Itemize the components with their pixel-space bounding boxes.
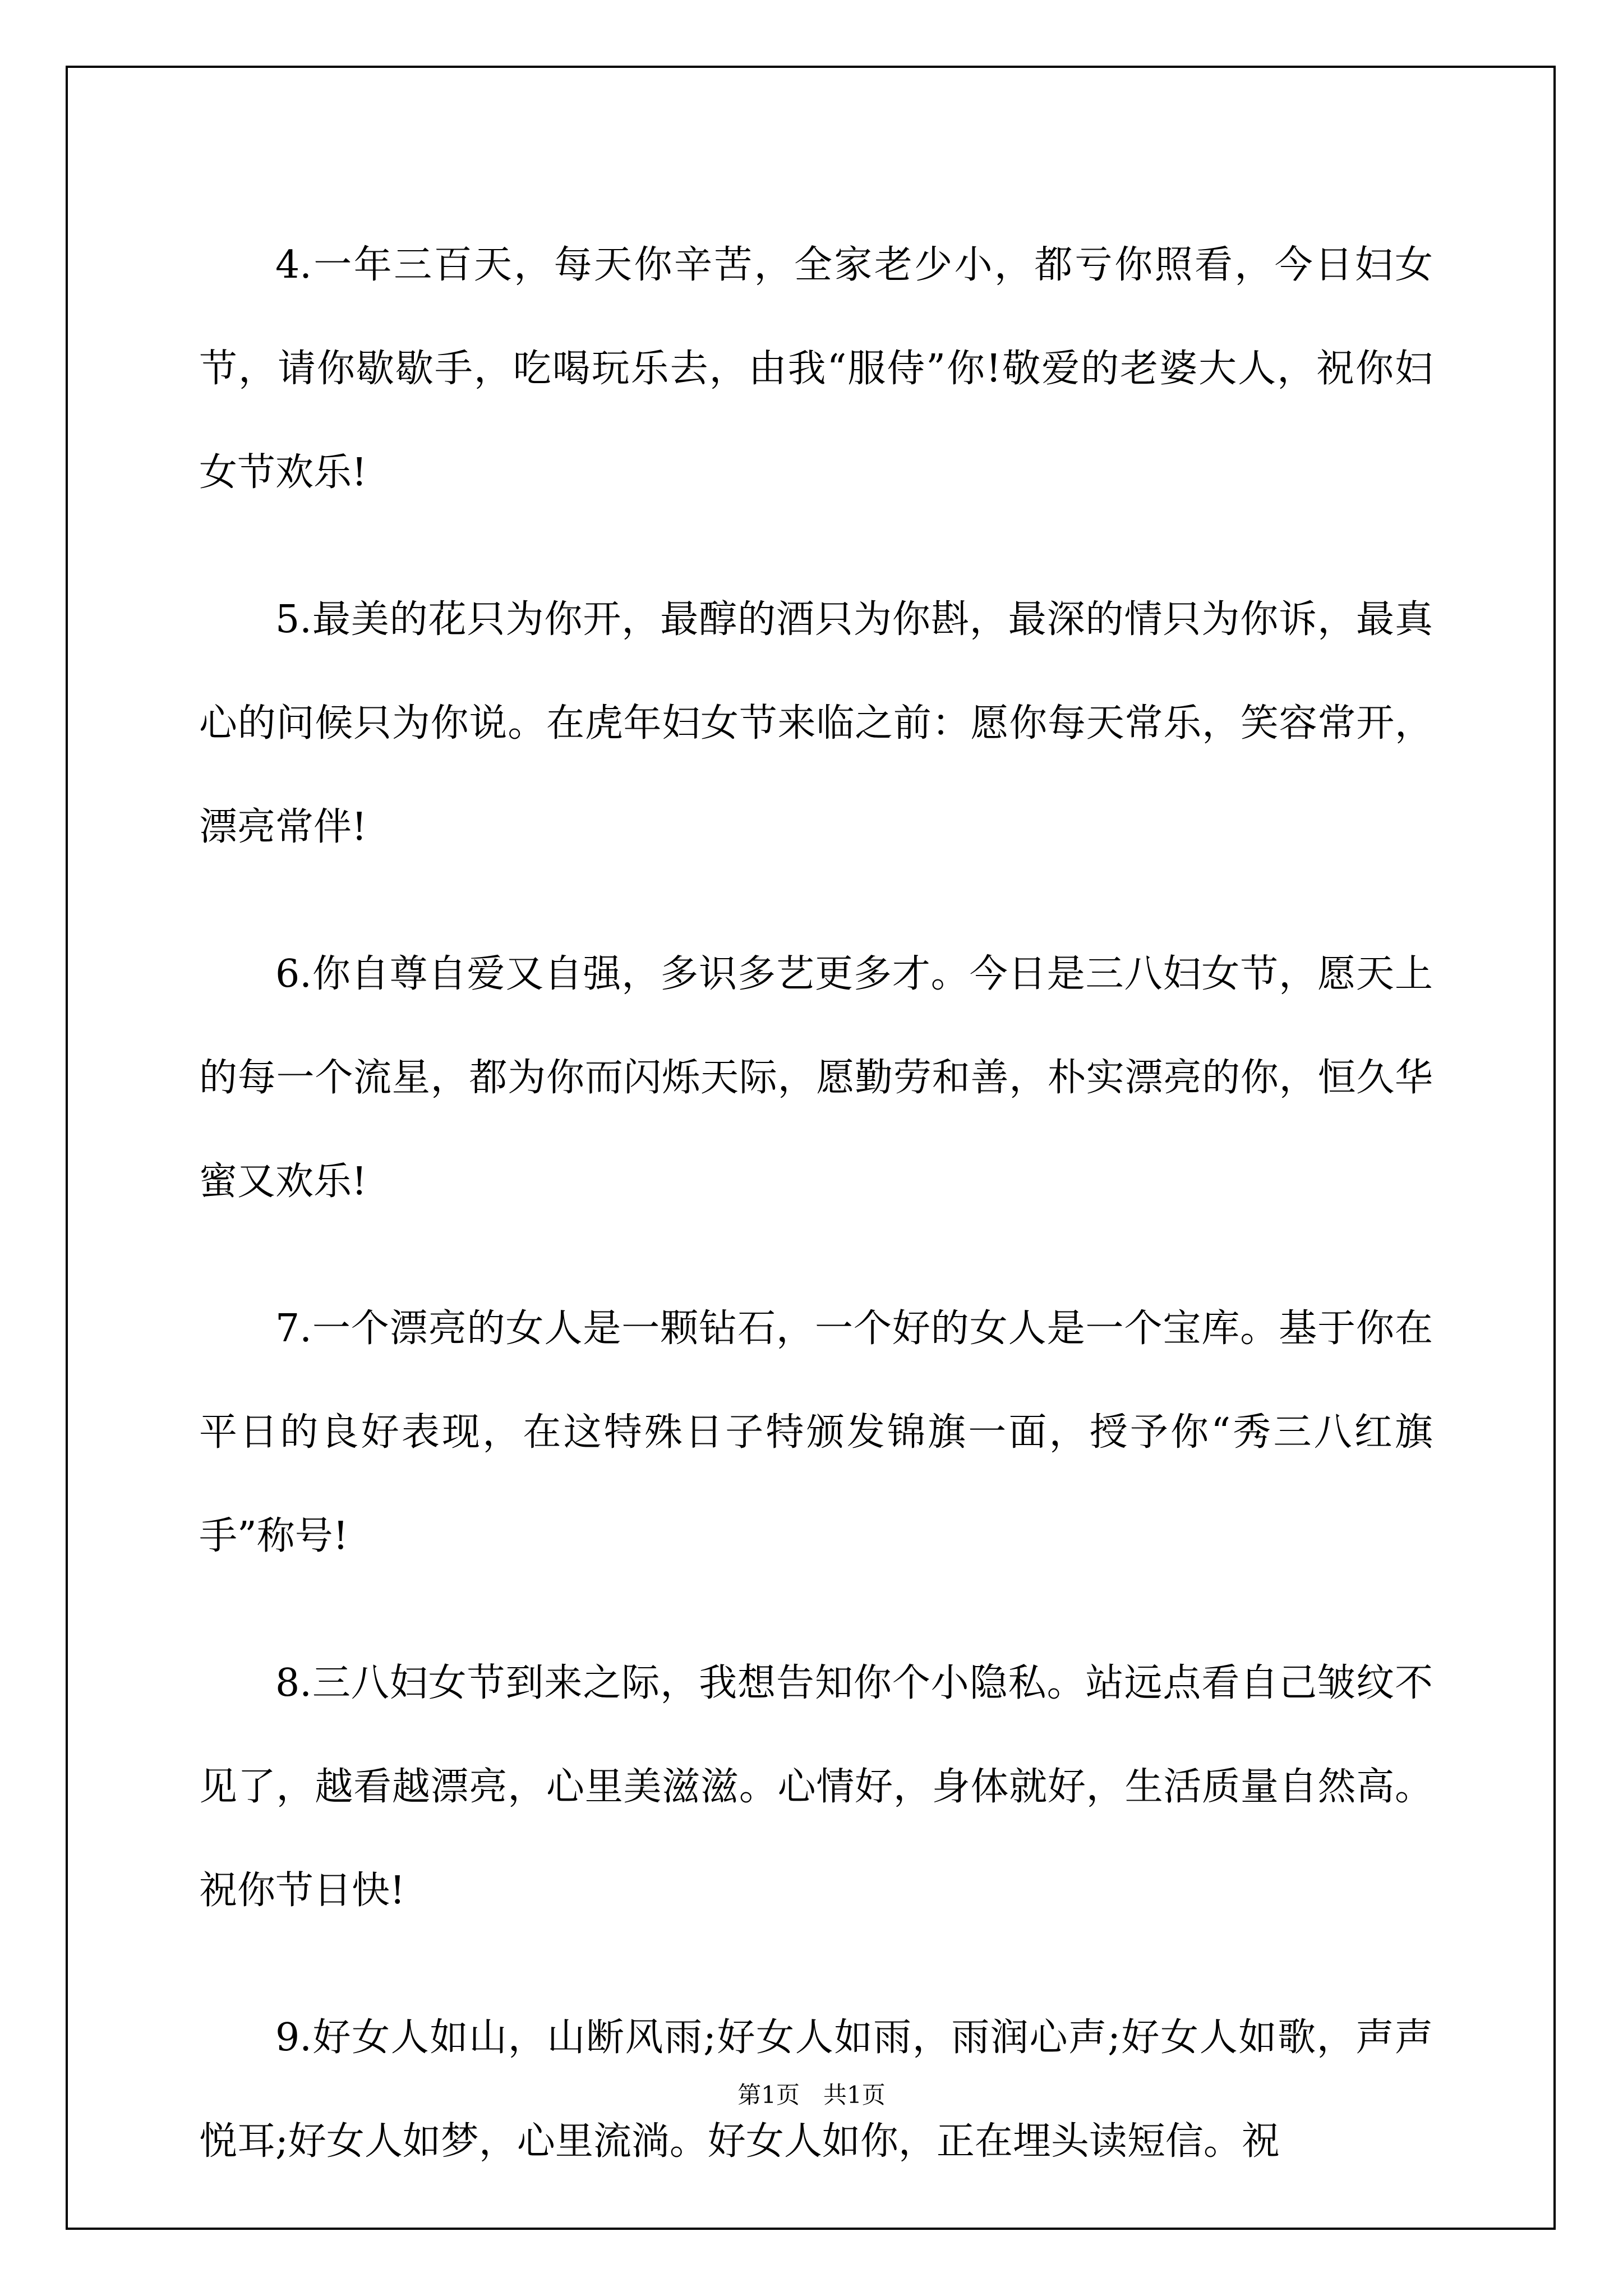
paragraph-7: 7.一个漂亮的女人是一颗钻石，一个好的女人是一个宝库。基于你在平日的良好表现，在这特殊日子特颁发锦旗一面，授予你“秀三八红旗手”称号! [199,1306,1433,1558]
paragraph-6: 6.你自尊自爱又自强，多识多艺更多才。今日是三八妇女节，愿天上的每一个流星，都为你而闪烁天际，愿勤劳和善，朴实漂亮的你，恒久华蜜又欢乐! [199,952,1433,1204]
paragraph-9: 9.好女人如山，山断风雨;好女人如雨，雨润心声;好女人如歌，声声悦耳;好女人如梦，心里流淌。好女人如你，正在埋头读短信。祝 [199,2016,1433,2164]
document-body [199,213,1433,2193]
paragraph-5: 5.最美的花只为你开，最醇的酒只为你斟，最深的情只为你诉，最真心的问候只为你说。在虎年妇女节来临之前：愿你每天常乐，笑容常开，漂亮常伴! [199,597,1433,849]
paragraph-8: 8.三八妇女节到来之际，我想告知你个小隐私。站远点看自己皱纹不见了，越看越漂亮，心里美滋滋。心情好，身体就好，生活质量自然高。祝你节日快! [199,1661,1433,1913]
paragraph-4: 4.一年三百天，每天你辛苦，全家老少小，都亏你照看，今日妇女节，请你歇歇手，吃喝玩乐去，由我“服侍”你!敬爱的老婆大人，祝你妇女节欢乐! [199,243,1433,495]
page-footer: 第1页 共1页 [737,2081,886,2109]
